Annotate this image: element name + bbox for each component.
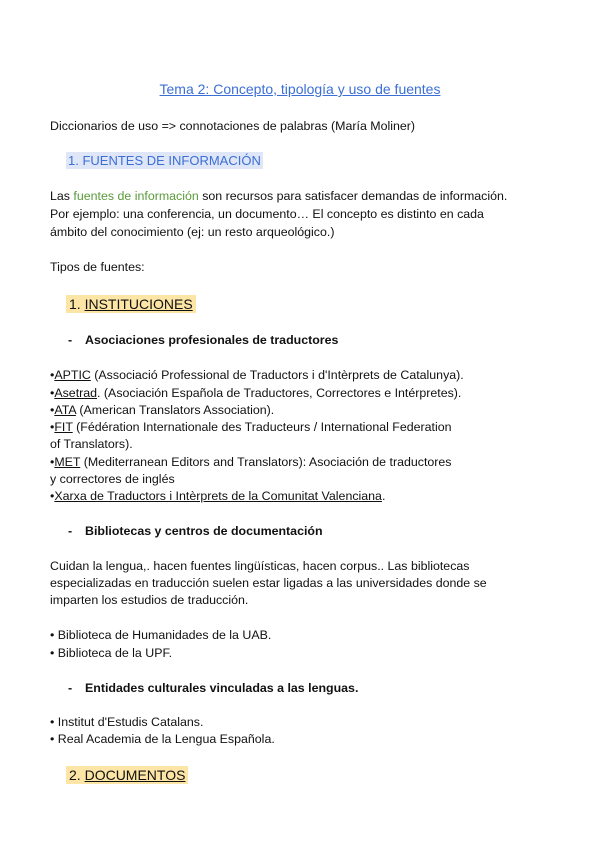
link[interactable]: MET <box>54 455 81 469</box>
subheading-entidades: - Entidades culturales vinculadas a las lenguas. <box>68 681 359 695</box>
list-item-continuation: y correctores de inglés <box>50 472 175 486</box>
subheading-bibliotecas: - Bibliotecas y centros de documentación <box>68 524 323 538</box>
list-item: •Asetrad. (Asociación Española de Traductores, Correctores e Intérpretes). <box>50 386 462 400</box>
link[interactable]: ATA <box>54 403 76 417</box>
list-item: •ATA (American Translators Association). <box>50 403 275 417</box>
list-item: • Institut d'Estudis Catalans. <box>50 715 204 729</box>
link[interactable]: Asetrad <box>54 386 98 400</box>
list-item: • Biblioteca de Humanidades de la UAB. <box>50 628 272 642</box>
highlight-term: fuentes de información <box>73 189 199 203</box>
subheading-asociaciones: - Asociaciones profesionales de traductores <box>68 333 339 347</box>
list-item: •Xarxa de Traductors i Intèrprets de la Comunitat Valenciana. <box>50 489 386 503</box>
paragraph-line: ámbito del conocimiento (ej: un resto arqueológico.) <box>50 225 335 239</box>
heading-instituciones: 1. INSTITUCIONES <box>66 296 196 314</box>
list-item: •APTIC (Associació Professional de Traductors i d'Intèrprets de Catalunya). <box>50 368 464 382</box>
link[interactable]: FIT <box>54 420 73 434</box>
paragraph-line: especializadas en traducción suelen estar ligadas a las universidades donde se <box>50 576 487 590</box>
intro-line: Diccionarios de uso => connotaciones de palabras (María Moliner) <box>50 119 416 133</box>
paragraph-line: Las fuentes de información son recursos para satisfacer demandas de información. <box>50 189 508 203</box>
list-item: •MET (Mediterranean Editors and Translators): Asociación de traductores <box>50 455 452 469</box>
page-title: Tema 2: Concepto, tipología y uso de fuentes <box>159 81 441 97</box>
list-item: •FIT (Fédération Internationale des Traducteurs / International Federation <box>50 420 452 434</box>
list-item-continuation: of Translators). <box>50 437 133 451</box>
paragraph-line: imparten los estudios de traducción. <box>50 593 249 607</box>
heading-documentos: 2. DOCUMENTOS <box>66 767 188 785</box>
paragraph-line: Por ejemplo: una conferencia, un documento… El concepto es distinto en cada <box>50 207 484 221</box>
link[interactable]: Xarxa de Traductors i Intèrprets de la Comunitat Valenciana <box>54 489 382 503</box>
paragraph-line: Cuidan la lengua,. hacen fuentes lingüísticas, hacen corpus.. Las bibliotecas <box>50 559 470 573</box>
list-item: • Real Academia de la Lengua Española. <box>50 732 275 746</box>
tipos-label: Tipos de fuentes: <box>50 260 145 274</box>
list-item: • Biblioteca de la UPF. <box>50 646 173 660</box>
link[interactable]: APTIC <box>54 368 91 382</box>
section-heading-fuentes: 1. FUENTES DE INFORMACIÓN <box>68 153 261 168</box>
